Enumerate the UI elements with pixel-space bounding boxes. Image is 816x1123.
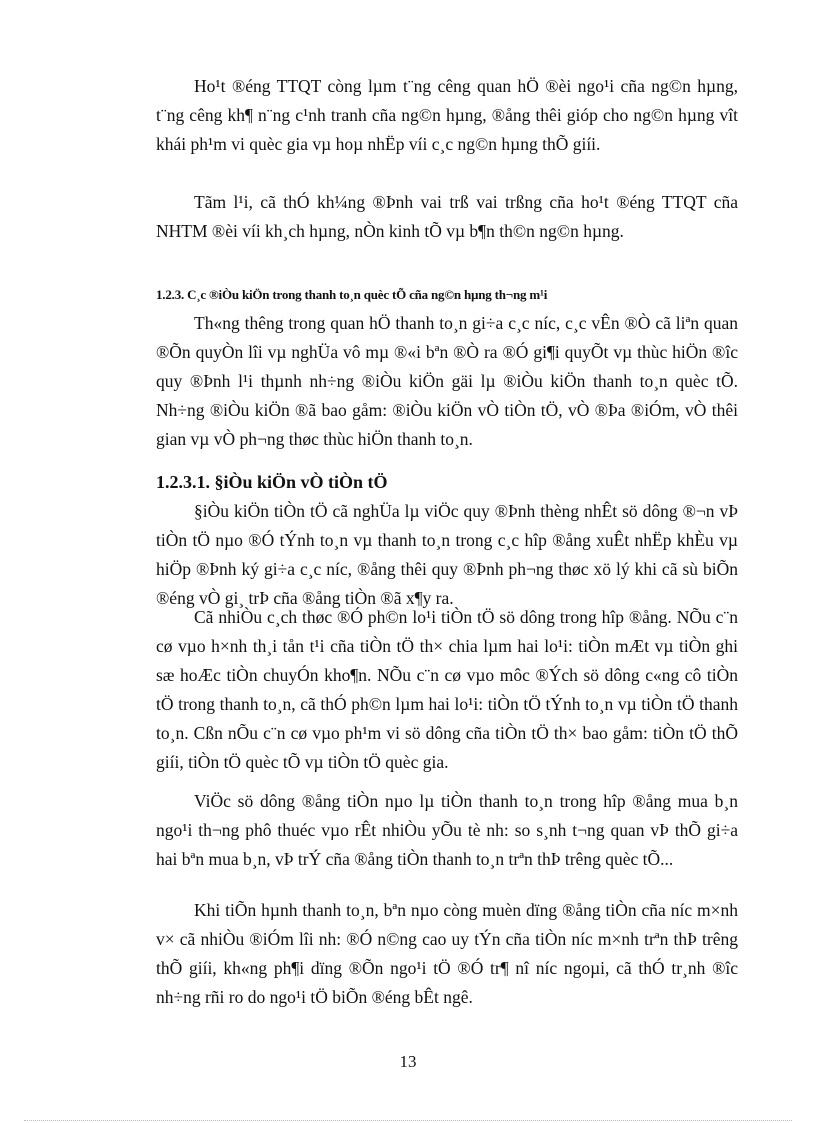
paragraph-block [156,896,738,1012]
paragraph-block [156,603,738,777]
paragraph-currency-choice: ViÖc sö dông ®ång tiÒn nµo lµ tiÒn thanh to¸n trong hîp ®ång mua b¸n ngo¹i th¬ng phô thuéc vµo rÊt nhiÒu yÕu tè nh: so s¸nh t¬ng quan vÞ thÕ gi÷a hai bªn mua b¸n, vÞ trÝ cña ®ång tiÒn thanh to¸n trªn thÞ trêng quèc tÕ... [156,791,738,869]
section-heading: 1.2.3.1. §iÒu kiÖn vÒ tiÒn tÖ [156,472,388,492]
paragraph-ttqt-role: Ho¹t ®éng TTQT còng lµm t¨ng cêng quan hÖ ®èi ngo¹i cña ng©n hµng, t¨ng cêng kh¶ n¨ng c¹nh tranh cña ng©n hµng, ®ång thêi gióp cho ng©n hµng vît khái ph¹m vi quèc gia vµ hoµ nhËp víi c¸c ng©n hµng thÕ giíi. [156,76,738,154]
subsection-heading: 1.2.3. C¸c ®iÒu kiÖn trong thanh to¸n quèc tÕ cña ng©n hµng th¬ng m¹i [156,287,548,302]
paragraph-block [156,72,738,159]
paragraph-block [156,497,738,613]
paragraph-block [156,787,738,874]
page-number: 13 [399,1052,417,1071]
paragraph-payment-conditions: Th«ng thêng trong quan hÖ thanh to¸n gi÷a c¸c níc, c¸c vÊn ®Ò cã liªn quan ®Õn quyÒn lîi vµ nghÜa vô mµ ®«i bªn ®Ò ra ®Ó gi¶i quyÕt vµ thùc hiÖn ®îc quy ®Þnh l¹i thµnh nh÷ng ®iÒu kiÖn gäi lµ ®iÒu kiÖn thanh to¸n quèc tÕ. Nh÷ng ®iÒu kiÖn ®ã bao gåm: ®iÒu kiÖn vÒ tiÒn tÖ, vÒ ®Þa ®iÓm, vÒ thêi gian vµ vÒ ph¬ng thøc thùc hiÖn thanh to¸n. [156,313,738,449]
paragraph-block [156,188,738,246]
paragraph-own-currency: Khi tiÕn hµnh thanh to¸n, bªn nµo còng muèn dïng ®ång tiÒn cña níc m×nh v× cã nhiÒu ®iÓm lîi nh: ®Ó n©ng cao uy tÝn cña tiÒn níc m×nh trªn thÞ trêng thÕ giíi, kh«ng ph¶i dïng ®Õn ngo¹i tÖ ®Ó tr¶ nî níc ngoµi, cã thÓ tr¸nh ®îc nh÷ng rñi ro do ngo¹i tÖ biÕn ®éng bÊt ngê. [156,900,738,1007]
paragraph-block [156,309,738,454]
paragraph-currency-definition: §iÒu kiÖn tiÒn tÖ cã nghÜa lµ viÖc quy ®Þnh thèng nhÊt sö dông ®¬n vÞ tiÒn tÖ nµo ®Ó tÝnh to¸n vµ thanh to¸n trong c¸c hîp ®ång xuÊt nhËp khÈu vµ hiÖp ®Þnh ký gi÷a c¸c níc, ®ång thêi quy ®Þnh ph¬ng thøc xö lý khi cã sù biÕn ®éng vÒ gi¸ trÞ cña ®ång tiÒn ®ã x¶y ra. [156,501,738,608]
paragraph-summary: Tãm l¹i, cã thÓ kh¼ng ®Þnh vai trß vai trßng cña ho¹t ®éng TTQT cña NHTM ®èi víi kh¸ch hµng, nÒn kinh tÕ vµ b¶n th©n ng©n hµng. [156,192,738,241]
paragraph-currency-types: Cã nhiÒu c¸ch thøc ®Ó ph©n lo¹i tiÒn tÖ sö dông trong hîp ®ång. NÕu c¨n cø vµo h×nh th¸i tån t¹i cña tiÒn tÖ th× chia lµm hai lo¹i: tiÒn mÆt vµ tiÒn ghi sæ hoÆc tiÒn chuyÓn kho¶n. NÕu c¨n cø vµo môc ®Ých sö dông c«ng cô tiÒn tÖ trong thanh to¸n, cã thÓ ph©n lµm hai lo¹i: tiÒn tÖ tÝnh to¸n vµ tiÒn tÖ thanh to¸n. Cßn nÕu c¨n cø vµo ph¹m vi sö dông cña tiÒn tÖ th× bao gåm: tiÒn tÖ thÕ giíi, tiÒn tÖ quèc tÕ vµ tiÒn tÖ quèc gia. [156,607,738,772]
page-bottom-divider [24,1120,792,1121]
